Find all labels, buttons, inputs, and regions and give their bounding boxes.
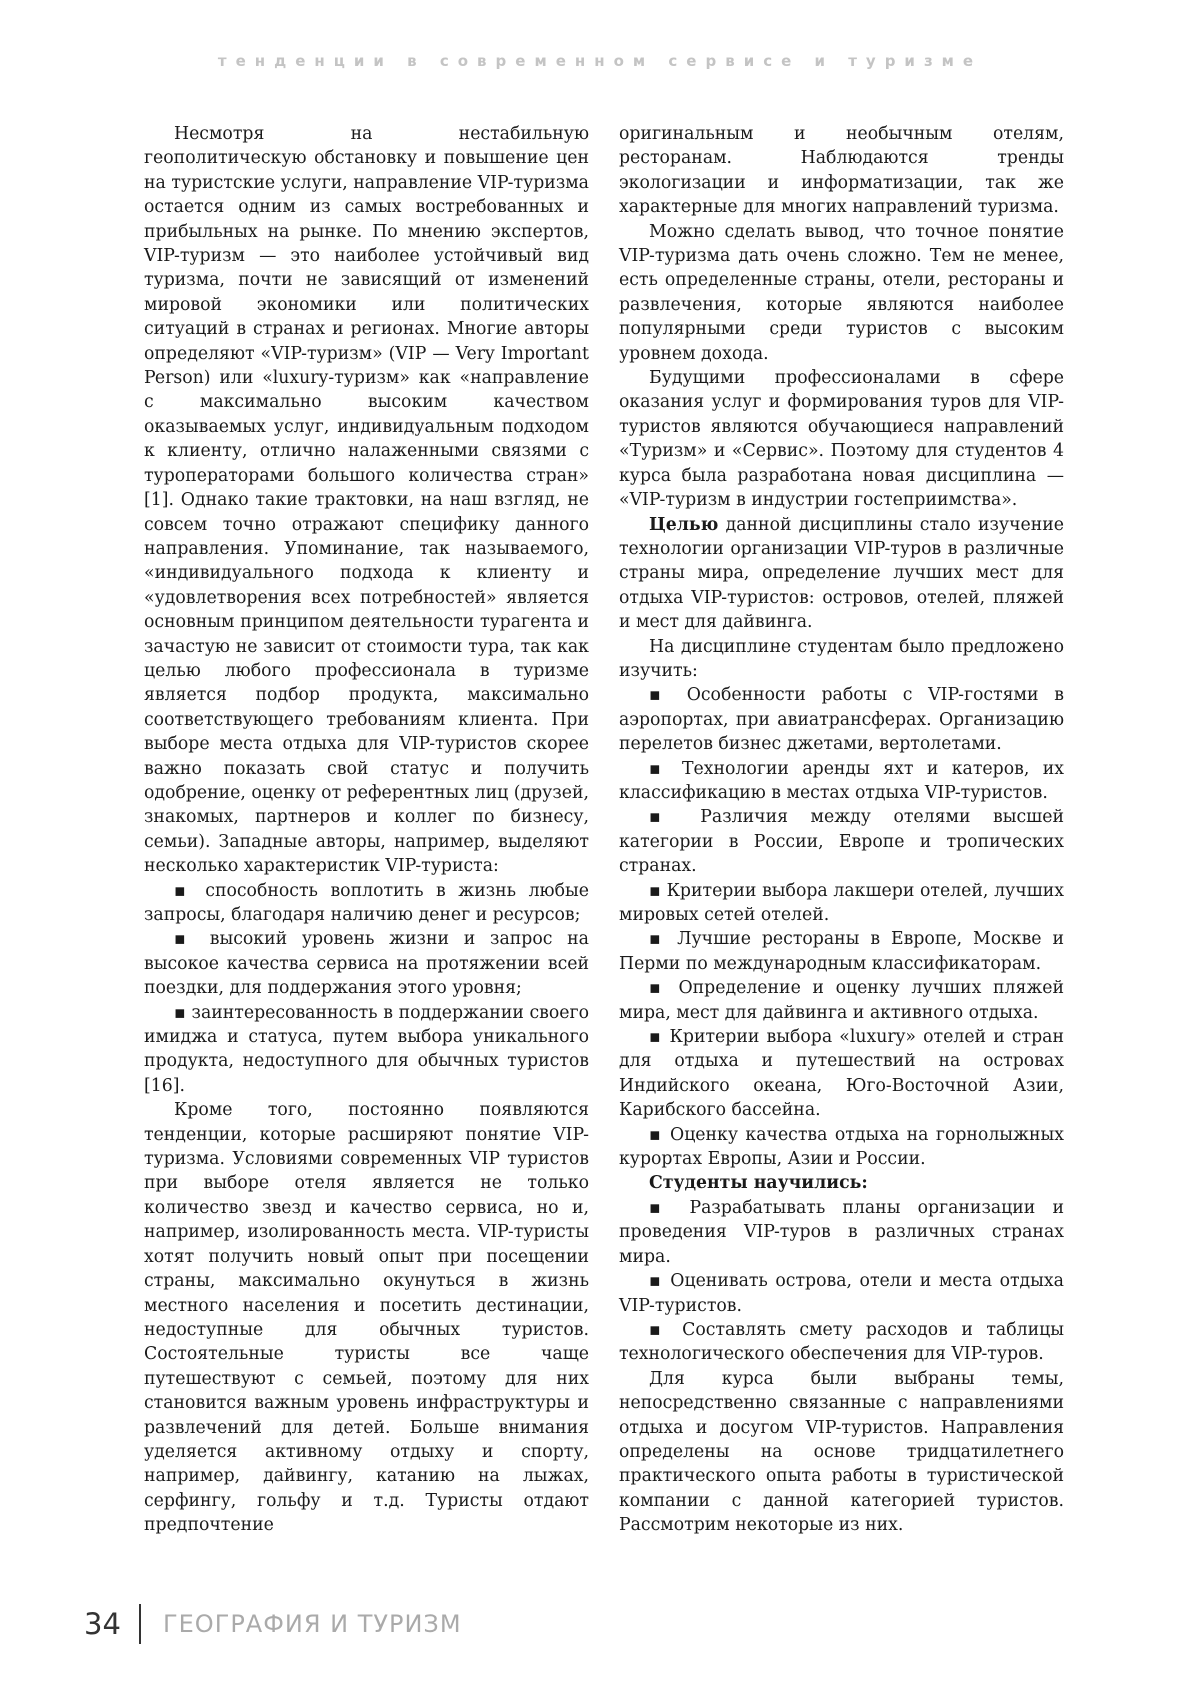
footer-divider <box>139 1604 141 1644</box>
body-paragraph: Будущими профессионалами в сфере оказания услуг и формирования туров для VIP-туристов являются обучающиеся направлений «Туризм» и «Сервис». Поэтому для студентов 4 курса была разработана новая дисциплина — «VIP-туризм в индустрии гостеприимства». <box>619 368 1064 511</box>
body-paragraph: На дисциплине студентам было предложено изучить: <box>619 636 1064 681</box>
list-item: ▪ Критерии выбора лакшери отелей, лучших мировых сетей отелей. <box>619 879 1064 928</box>
journal-name: ГЕОГРАФИЯ И ТУРИЗМ <box>163 1610 462 1638</box>
goal-text: данной дисциплины стало изучение технологии организации VIP-туров в различные страны мира, определение лучших мест для отдыха VIP-туристов: островов, отелей, пляжей и мест для дайвинга. <box>619 514 1064 633</box>
list-item: ▪ Критерии выбора «luxury» отелей и стран для отдыха и путешествий на островах Индийского океана, Юго-Восточной Азии, Карибского бассейна. <box>619 1025 1064 1123</box>
body-paragraph: оригинальным и необычным отелям, ресторанам. Наблюдаются тренды экологизации и информатизации, так же характерные для многих направлений туризма. <box>619 124 1064 218</box>
goal-paragraph <box>619 513 1064 635</box>
list-item: ▪ Оценку качества отдыха на горнолыжных курортах Европы, Азии и России. <box>619 1123 1064 1172</box>
body-paragraph: Несмотря на нестабильную геополитическую обстановку и повышение цен на туристские услуги, направление VIP-туризма остается одним из самых востребованных и прибыльных на рынке. По мнению экспертов, VIP-туризм — это наиболее устойчивый вид туризма, почти не зависящий от изменений мировой экономики или политических ситуаций в странах и регионах. Многие авторы определяют «VIP-туризм» (VIP — Very Important Person) или «luxury-туризм» как «направление с максимально высоким качеством оказываемых услуг, индивидуальным подходом к клиенту, отлично налаженными связями с туроператорами большого количества стран» [1]. Однако такие трактовки, на наш взгляд, не совсем точно отражают специфику данного направления. Упоминание, так называемого, «индивидуального подхода к клиенту и «удовлетворения всех потребностей» является основным принципом деятельности турагента и зачастую не зависит от стоимости тура, так как целью любого профессионала в туризме является подбор продукта, максимально соответствующего требованиям клиента. При выборе места отдыха для VIP-туристов скорее важно показать свой статус и получить одобрение, оценку от референтных лиц (друзей, знакомых, партнеров и коллег по бизнесу, семьи). Западные авторы, например, выделяют несколько характеристик VIP-туриста: <box>144 124 589 877</box>
goal-label: Целью <box>649 514 719 535</box>
list-item: ▪ Лучшие рестораны в Европе, Москве и Перми по международным классификаторам. <box>619 927 1064 976</box>
list-item: ▪ Оценивать острова, отели и места отдыха VIP-туристов. <box>619 1269 1064 1318</box>
list-item: ▪ заинтересованность в поддержании своего имиджа и статуса, путем выбора уникального продукта, недоступного для обычных туристов [16]. <box>144 1001 589 1099</box>
list-item: ▪ высокий уровень жизни и запрос на высокое качества сервиса на протяжении всей поездки, для поддержания этого уровня; <box>144 927 589 1000</box>
body-paragraph: Для курса были выбраны темы, непосредственно связанные с направлениями отдыха и досугом VIP-туристов. Направления определены на основе тридцатилетнего практического опыта работы в туристической компании с данной категорией туристов. Рассмотрим некоторые из них. <box>619 1368 1064 1536</box>
page-footer <box>84 1604 462 1644</box>
list-item: ▪ Составлять смету расходов и таблицы технологического обеспечения для VIP-туров. <box>619 1318 1064 1367</box>
list-item: ▪ Особенности работы с VIP-гостями в аэропортах, при авиатрансферах. Организацию перелетов бизнес джетами, вертолетами. <box>619 683 1064 756</box>
list-item: ▪ способность воплотить в жизнь любые запросы, благодаря наличию денег и ресурсов; <box>144 879 589 928</box>
running-header: тенденции в современном сервисе и туризме <box>217 52 983 70</box>
right-column <box>619 122 1064 1538</box>
list-item: ▪ Разрабатывать планы организации и проведения VIP-туров в различных странах мира. <box>619 1196 1064 1269</box>
body-paragraph: Кроме того, постоянно появляются тенденции, которые расширяют понятие VIP-туризма. Условиями современных VIP туристов при выборе отеля является не только количество звезд и качество сервиса, но и, например, изолированность места. VIP-туристы хотят получить новый опыт при посещении страны, максимально окунуться в жизнь местного населения и посетить дестинации, недоступные для обычных туристов. Состоятельные туристы все чаще путешествуют с семьей, поэтому для них становится важным уровень инфраструктуры и развлечений для детей. Больше внимания уделяется активному отдыху и спорту, например, дайвингу, катанию на лыжах, серфингу, гольфу и т.д. Туристы отдают предпочтение <box>144 1100 589 1536</box>
page-number: 34 <box>84 1607 121 1641</box>
left-column <box>144 122 589 1538</box>
list-item: ▪ Определение и оценку лучших пляжей мира, мест для дайвинга и активного отдыха. <box>619 976 1064 1025</box>
body-paragraph: Можно сделать вывод, что точное понятие VIP-туризма дать очень сложно. Тем не менее, есть определенные страны, отели, рестораны и развлечения, которые являются наиболее популярными среди туристов с высоким уровнем дохода. <box>619 221 1064 364</box>
section-heading: Студенты научились: <box>649 1173 868 1194</box>
list-item: ▪ Различия между отелями высшей категории в России, Европе и тропических странах. <box>619 805 1064 878</box>
list-item: ▪ Технологии аренды яхт и катеров, их классификацию в местах отдыха VIP-туристов. <box>619 757 1064 806</box>
